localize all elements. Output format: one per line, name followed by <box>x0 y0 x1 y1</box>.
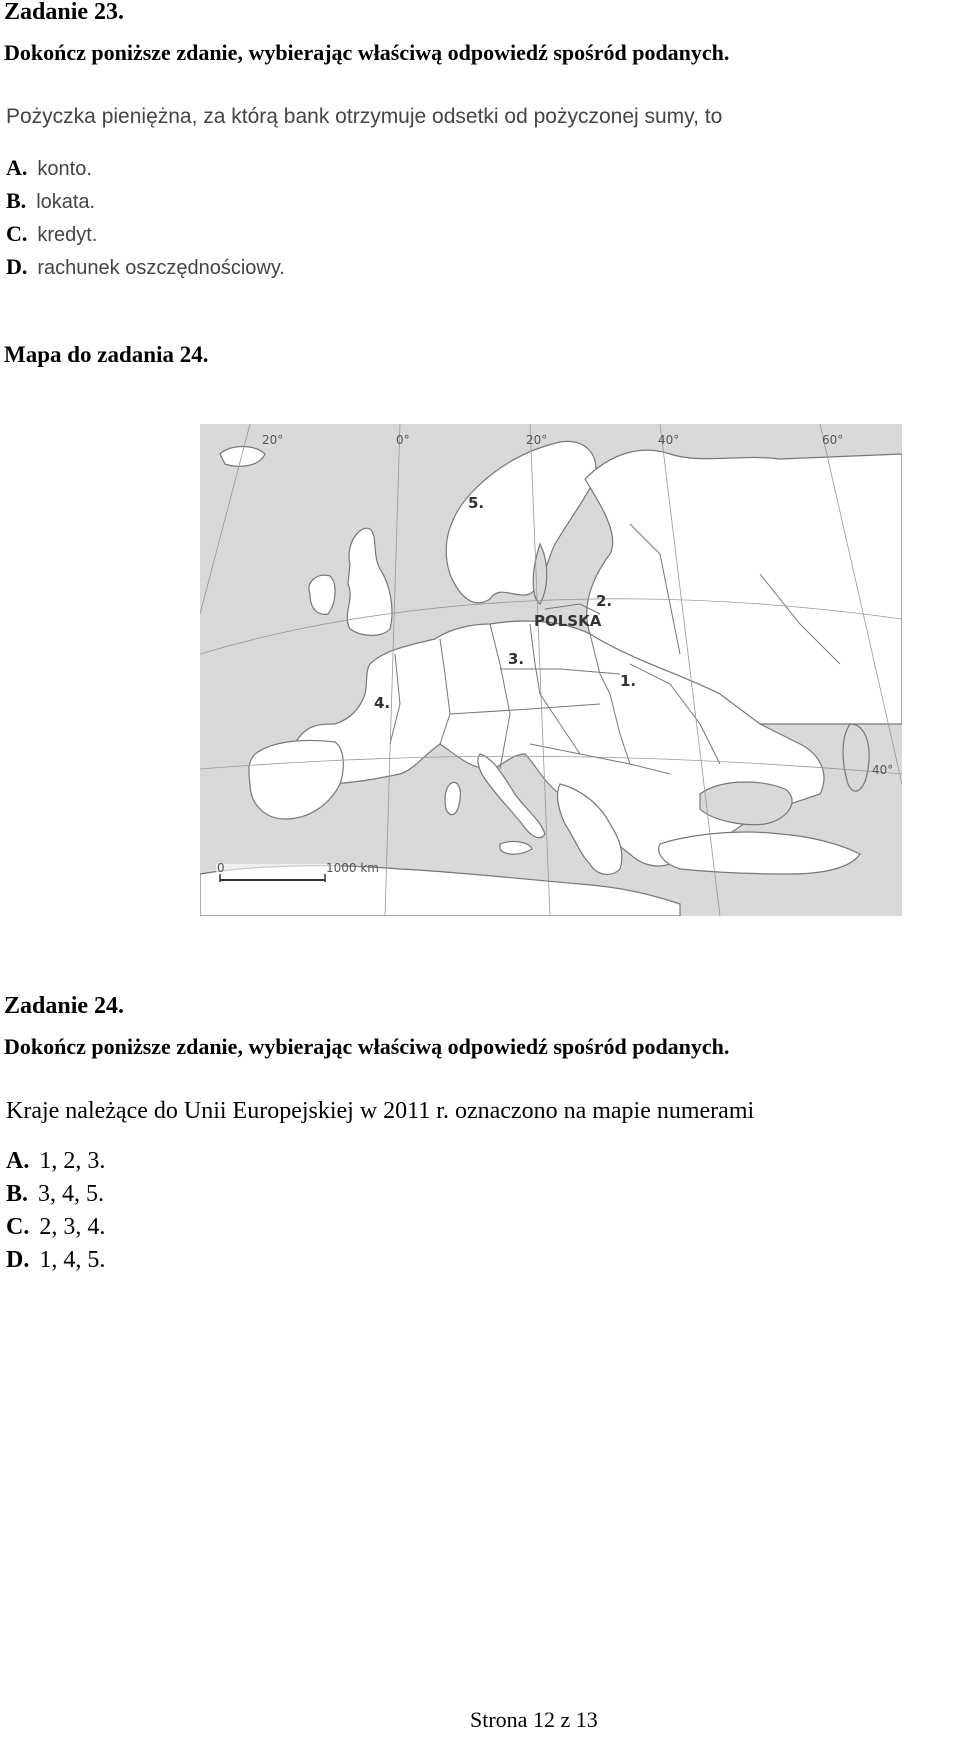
map-number-4: 4. <box>374 694 391 712</box>
option-letter: C. <box>6 1214 30 1240</box>
option-text: 3, 4, 5. <box>38 1181 105 1207</box>
option-text: 1, 4, 5. <box>39 1247 106 1273</box>
map-number-5: 5. <box>468 494 485 512</box>
option-text: lokata. <box>36 191 96 213</box>
task24-option-b[interactable] <box>6 1181 104 1208</box>
task23-option-b[interactable] <box>6 188 95 214</box>
parallel-label: 40° <box>872 763 894 777</box>
scale-zero: 0 <box>217 861 225 875</box>
task24-option-d[interactable] <box>6 1247 105 1274</box>
option-text: 2, 3, 4. <box>39 1214 106 1240</box>
option-letter: B. <box>6 188 27 213</box>
task23-option-c[interactable] <box>6 221 97 247</box>
map-caption: Mapa do zadania 24. <box>4 342 209 367</box>
option-text: 1, 2, 3. <box>39 1148 106 1174</box>
option-text: rachunek oszczędnościowy. <box>37 257 285 279</box>
task23-option-d[interactable] <box>6 254 285 280</box>
task24-question: Kraje należące do Unii Europejskiej w 2011 r. oznaczono na mapie numerami <box>6 1098 755 1124</box>
meridian-label: 0° <box>396 433 410 447</box>
task24-heading: Zadanie 24. <box>4 993 125 1019</box>
task24-option-a[interactable] <box>6 1148 105 1175</box>
option-letter: D. <box>6 254 28 279</box>
option-letter: C. <box>6 221 28 246</box>
map-number-3: 3. <box>508 650 525 668</box>
page-number: Strona 12 z 13 <box>470 1707 598 1732</box>
task24-option-c[interactable] <box>6 1214 105 1241</box>
scale-label: 1000 km <box>326 861 379 875</box>
map-number-2: 2. <box>596 592 613 610</box>
map-graphic <box>200 424 902 916</box>
task24-instruction: Dokończ poniższe zdanie, wybierając właściwą odpowiedź spośród podanych. <box>4 1034 730 1059</box>
meridian-label: 40° <box>658 433 680 447</box>
europe-map <box>200 424 902 916</box>
option-text: kredyt. <box>37 224 98 246</box>
task23-heading: Zadanie 23. <box>4 0 125 25</box>
meridian-label: 20° <box>262 433 284 447</box>
option-text: konto. <box>37 158 92 180</box>
option-letter: B. <box>6 1181 29 1207</box>
task23-instruction: Dokończ poniższe zdanie, wybierając właściwą odpowiedź spośród podanych. <box>4 40 730 65</box>
map-number-1: 1. <box>620 672 637 690</box>
meridian-label: 60° <box>822 433 844 447</box>
task23-option-a[interactable] <box>6 155 92 181</box>
task23-question: Pożyczka pieniężna, za którą bank otrzymuje odsetki od pożyczonej sumy, to <box>6 105 723 128</box>
meridian-label: 20° <box>526 433 548 447</box>
option-letter: A. <box>6 1148 30 1174</box>
map-country-label: POLSKA <box>534 612 602 630</box>
option-letter: D. <box>6 1247 30 1273</box>
option-letter: A. <box>6 155 28 180</box>
